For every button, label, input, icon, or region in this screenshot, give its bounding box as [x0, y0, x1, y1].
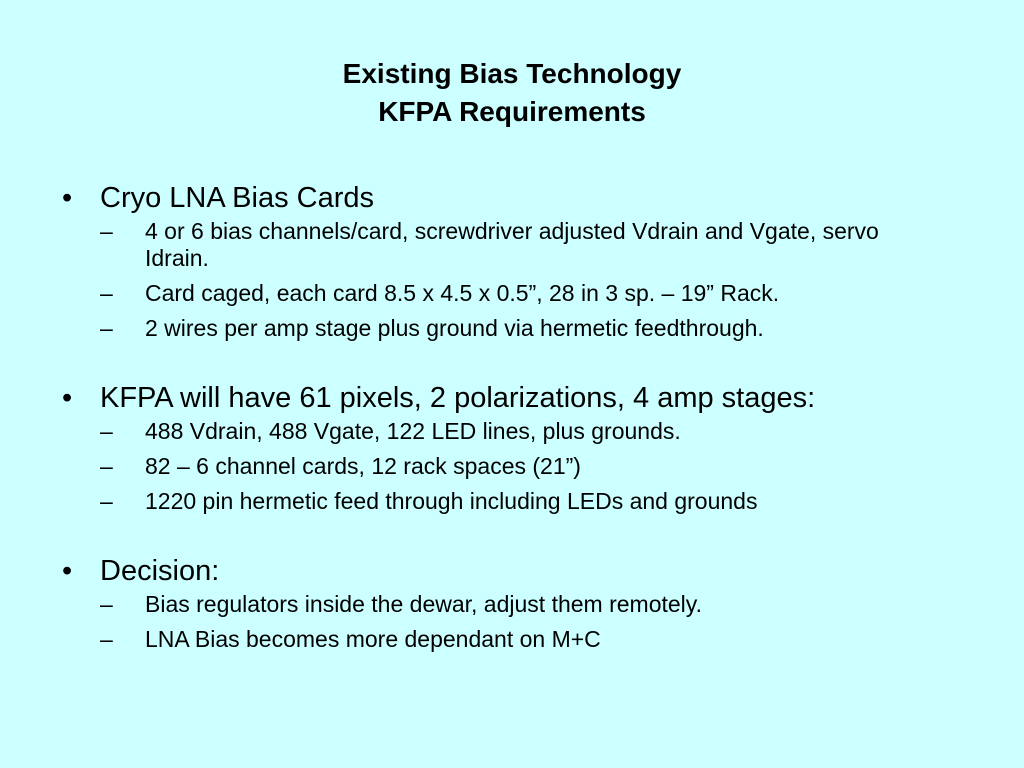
slide-content — [62, 178, 982, 661]
sub-marker: – — [100, 488, 113, 514]
sub-item — [100, 315, 982, 342]
sub-marker: – — [100, 591, 113, 617]
section-gap — [62, 350, 982, 378]
title-line-2: KFPA Requirements — [378, 96, 646, 127]
sub-item — [100, 218, 982, 272]
sub-marker: – — [100, 315, 113, 341]
sub-item — [100, 453, 982, 480]
bullet-cryo-lna — [62, 178, 982, 218]
sub-item — [100, 418, 982, 445]
sub-item — [100, 280, 982, 307]
bullet-decision — [62, 551, 982, 591]
sub-marker: – — [100, 453, 113, 479]
sub-item-text: Card caged, each card 8.5 x 4.5 x 0.5”, 28 in 3 sp. – 19” Rack. — [145, 280, 780, 306]
bullet-marker: • — [62, 182, 73, 214]
sub-item-text: Bias regulators inside the dewar, adjust them remotely. — [145, 591, 702, 617]
bullet-text: Cryo LNA Bias Cards — [100, 182, 374, 214]
sub-marker: – — [100, 280, 113, 306]
sublist-decision — [100, 591, 982, 653]
sub-marker: – — [100, 218, 113, 244]
section-gap — [62, 523, 982, 551]
sub-marker: – — [100, 626, 113, 652]
sub-item — [100, 488, 982, 515]
sub-item — [100, 626, 982, 653]
bullet-text: KFPA will have 61 pixels, 2 polarizations, 4 amp stages: — [100, 382, 816, 414]
title-line-1: Existing Bias Technology — [342, 58, 682, 89]
sub-item — [100, 591, 982, 618]
sub-item-text: 4 or 6 bias channels/card, screwdriver adjusted Vdrain and Vgate, servo Idrain. — [145, 218, 879, 271]
sublist-cryo-lna — [100, 218, 982, 342]
sub-item-text: 488 Vdrain, 488 Vgate, 122 LED lines, plus grounds. — [145, 418, 681, 444]
slide-title — [0, 55, 1024, 131]
sub-item-text: 82 – 6 channel cards, 12 rack spaces (21”) — [145, 453, 581, 479]
sub-marker: – — [100, 418, 113, 444]
sub-item-text: 2 wires per amp stage plus ground via hermetic feedthrough. — [145, 315, 764, 341]
sub-item-text: 1220 pin hermetic feed through including LEDs and grounds — [145, 488, 758, 514]
bullet-marker: • — [62, 382, 73, 414]
sublist-kfpa — [100, 418, 982, 515]
bullet-text: Decision: — [100, 555, 220, 587]
bullet-kfpa — [62, 378, 982, 418]
sub-item-text: LNA Bias becomes more dependant on M+C — [145, 626, 601, 652]
bullet-marker: • — [62, 555, 73, 587]
